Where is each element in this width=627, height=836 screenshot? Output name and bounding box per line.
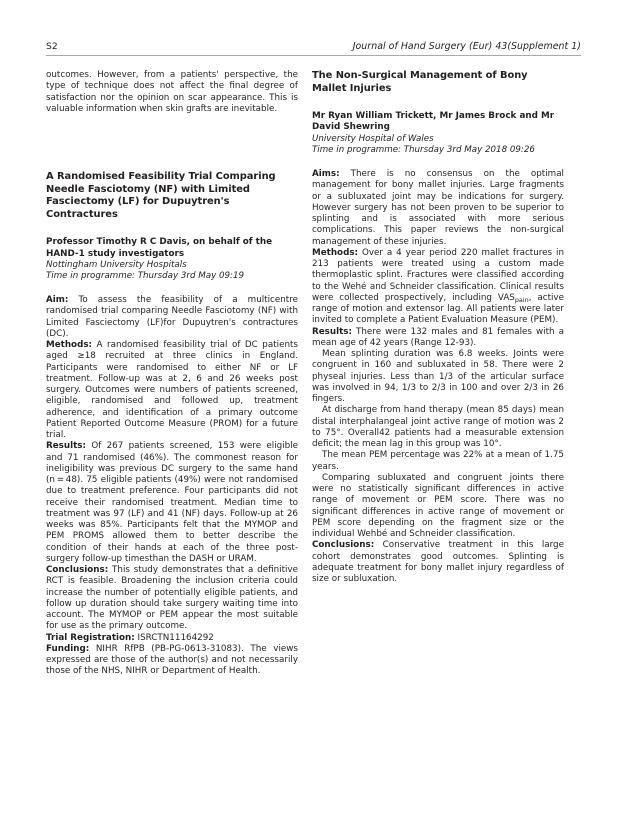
results-paragraph: Comparing subluxated and congruent joints there were no statistically significant differences in active range of movement or PEM score. There was no significant differences in active range of movement or PEM score depending on the fragment size or the individual Wehbé and Schneider classification. [312,472,564,539]
abstract-section-conclusions [312,540,564,585]
section-label: Aim: [46,295,69,306]
abstract-timeslot-right: Time in programme: Thursday 3rd May 2018 09:26 [312,144,535,155]
abstract-section-results [46,441,298,565]
abstract-section-funding [46,644,298,678]
abstract-section-methods [46,340,298,441]
section-label: Aims: [312,169,340,179]
column-right [312,70,564,678]
section-text: Of 267 patients screened, 153 were eligible and 71 randomised (46%). The commonest reason for ineligibility was previous DC surgery to the same hand (n = 48). 75 eligible patients (49%) were not randomised due to treatment preference. Four participants did not receive their randomised treatment. Median time to treatment was 97 (LF) and 41 (NF) days. Follow-up at 26 weeks was 85%. Participants felt that the MYMOP and PEM PROMS allowed them to better describe the condition of their hands at each of the three post-surgery follow-up timesthan the DASH or URAM. [46,441,298,564]
vas-pain-subscript: pain [514,295,529,304]
results-paragraph: At discharge from hand therapy (mean 85 days) mean distal interphalangeal joint active range of motion was 2 to 75°. Overall42 patients had a measurable extension deficit; the mean lag in this group was 10°. [312,405,564,449]
continued-paragraph: outcomes. However, from a patients' perspective, the type of technique does not affect the final degree of satisfaction nor the opinion on scar appearance. This is valuable information when skin grafts are inevitable. [46,70,298,114]
results-paragraph: Mean splinting duration was 6.8 weeks. Joints were congruent in 160 and subluxated in 58. There were 2 physeal injuries. Less than 1/3 of the articular surface was involved in 94, 1/3 to 2/3 in 100 and over 2/3 in 26 fingers. [312,349,564,404]
spacer [312,95,564,111]
section-label: Trial Registration: [46,632,135,643]
spacer [46,221,298,237]
abstract-affiliation-left: Nottingham University Hospitals [46,259,187,270]
abstract-title-left: A Randomised Feasibility Trial Comparing Needle Fasciotomy (NF) with Limited Fasciectomy (LF) for Dupuytren's Contractures [46,171,276,220]
section-text: Conservative treatment in this large cohort demonstrates good outcomes. Splinting is adequate treatment for bony mallet injury regardless of size or subluxation. [312,540,564,584]
section-label: Conclusions: [312,540,375,551]
section-label: Results: [46,441,86,452]
section-text: There is no consensus on the optimal management for bony mallet injuries. Large fragments or a subluxated joint may be indications for surgery. However surgery has not been proven to be superior to splinting and is associated with more serious complications. This paper reviews the non-surgical management of these injuries. [312,169,564,247]
section-label: Results: [312,326,352,337]
spacer [46,282,298,295]
abstract-timeslot-left: Time in programme: Thursday 3rd May 09:19 [46,270,245,281]
spacer [312,156,564,169]
abstract-section-methods [312,248,564,327]
abstract-section-conclusions [46,565,298,633]
column-left [46,70,298,678]
section-text: A randomised feasibility trial of DC patients aged ≥18 recruited at three clinics in England. Participants were randomised to either NF or LF treatment. Follow-up was at 2, 6 and 26 weeks post surgery. Outcomes were numbers of patients screened, eligible, randomised and followed up, treatment adherence, and identification of a primary outcome Patient Reported Outcome Measure (PROM) for a future trial. [46,340,298,441]
section-text: NIHR RfPB (PB-PG-0613-31083). The views expressed are those of the author(s) and not necessarily those of the NHS, NIHR or Department of Health. [46,643,298,677]
page-columns [46,70,581,678]
spacer [46,115,298,171]
page-folio: S2 [46,41,58,52]
section-text-after-subscript: , active range of motion and extensor lag. All patients were later invited to complete a Patient Evaluation Measure (PEM). [312,292,564,326]
abstract-affiliation-right: University Hospital of Wales [312,133,434,144]
section-text-before-subscript: Over a 4 year period 220 mallet fractures in 213 patients were treated using a custom made thermoplastic splint. Fractures were classified according to the Wehé and Schneider classification. Clinical results were collected prospectively, including VAS [312,247,564,303]
results-paragraph: The mean PEM percentage was 22% at a mean of 1.75 years. [312,450,564,472]
abstract-authors-right: Mr Ryan William Trickett, Mr James Brock and Mr David Shewring [312,111,555,133]
section-text: To assess the feasibility of a multicentre randomised trial comparing Needle Fasciotomy (NF) with Limited Fasciectomy (LF)for Dupuytren's contractures (DC). [46,295,298,339]
abstract-authors-left: Professor Timothy R C Davis, on behalf of the HAND-1 study investigators [46,237,273,259]
abstract-title-right: The Non-Surgical Management of Bony Mallet Injuries [312,70,528,94]
section-text: ISRCTN11164292 [134,632,214,643]
running-head [46,41,581,56]
abstract-section-aims [312,169,564,248]
section-text: This study demonstrates that a definitive RCT is feasible. Broadening the inclusion criteria could increase the number of potentially eligible patients, and follow up duration should take surgery waiting time into account. The MYMOP or PEM appear the most suitable for use as the primary outcome. [46,565,298,632]
section-label: Conclusions: [46,565,109,576]
section-text: There were 132 males and 81 females with a mean age of 42 years (Range 12-93). [312,326,564,348]
journal-title: Journal of Hand Surgery (Eur) 43(Supplement 1) [352,41,581,52]
abstract-section-aim [46,295,298,340]
section-label: Methods: [46,340,93,351]
section-label: Methods: [312,247,359,258]
abstract-section-results [312,327,564,350]
abstract-section-trial-registration [46,633,298,644]
section-label: Funding: [46,643,90,654]
